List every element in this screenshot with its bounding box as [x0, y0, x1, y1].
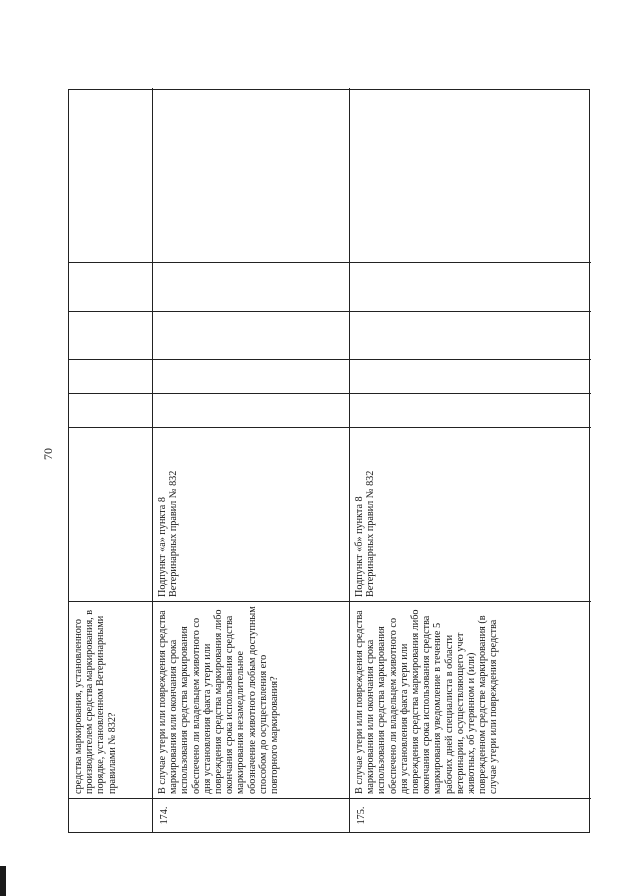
notes-cell — [69, 88, 153, 262]
row-number-cell: 175. — [350, 798, 591, 832]
answer-extra-cell — [69, 262, 153, 311]
notes-cell — [350, 88, 591, 262]
answer-no-cell — [350, 359, 591, 393]
checklist-table — [68, 89, 590, 833]
answer-no-cell — [153, 359, 350, 393]
row-number-cell — [69, 798, 153, 832]
question-cell: средства маркирования, установленного производителем средства маркирования, в порядке, установленном Ветеринарными правилами № 832? — [69, 601, 153, 798]
checklist-table-rotated — [68, 89, 590, 833]
page-number: 70 — [41, 448, 55, 460]
row-number-cell: 174. — [153, 798, 350, 832]
answer-yes-cell — [69, 393, 153, 427]
answer-extra-cell — [153, 262, 350, 311]
reference-cell: Подпункт «а» пункта 8 Ветеринарных правил № 832 — [153, 427, 350, 601]
question-cell: В случае утери или повреждения средства маркирования или окончания срока использования средства маркирования обеспечено ли владельцем животного со дня установления факта утери или повреждения средства маркирования либо окончания срока использования средства маркирования незамедлительное обозначение животного любым доступным способом до осуществления его повторного маркирования? — [153, 601, 350, 798]
scan-corner-mark — [0, 866, 6, 896]
answer-na-cell — [69, 311, 153, 359]
answer-na-cell — [350, 311, 591, 359]
answer-extra-cell — [350, 262, 591, 311]
answer-yes-cell — [350, 393, 591, 427]
answer-na-cell — [153, 311, 350, 359]
reference-cell — [69, 427, 153, 601]
question-cell: В случае утери или повреждения средства маркирования или окончания срока использования средства маркирования обеспечено ли владельцем животного со дня установления факта утери или повреждения средства маркирования либо окончания срока использования средства маркирования уведомление в течение 5 рабочих дней специалиста в области ветеринарии, осуществляющего учет животных, об утерянном и (или) поврежденном средстве маркирования (в случае утери или повреждения средства — [350, 601, 591, 798]
answer-yes-cell — [153, 393, 350, 427]
notes-cell — [153, 88, 350, 262]
answer-no-cell — [69, 359, 153, 393]
reference-cell: Подпункт «б» пункта 8 Ветеринарных правил № 832 — [350, 427, 591, 601]
